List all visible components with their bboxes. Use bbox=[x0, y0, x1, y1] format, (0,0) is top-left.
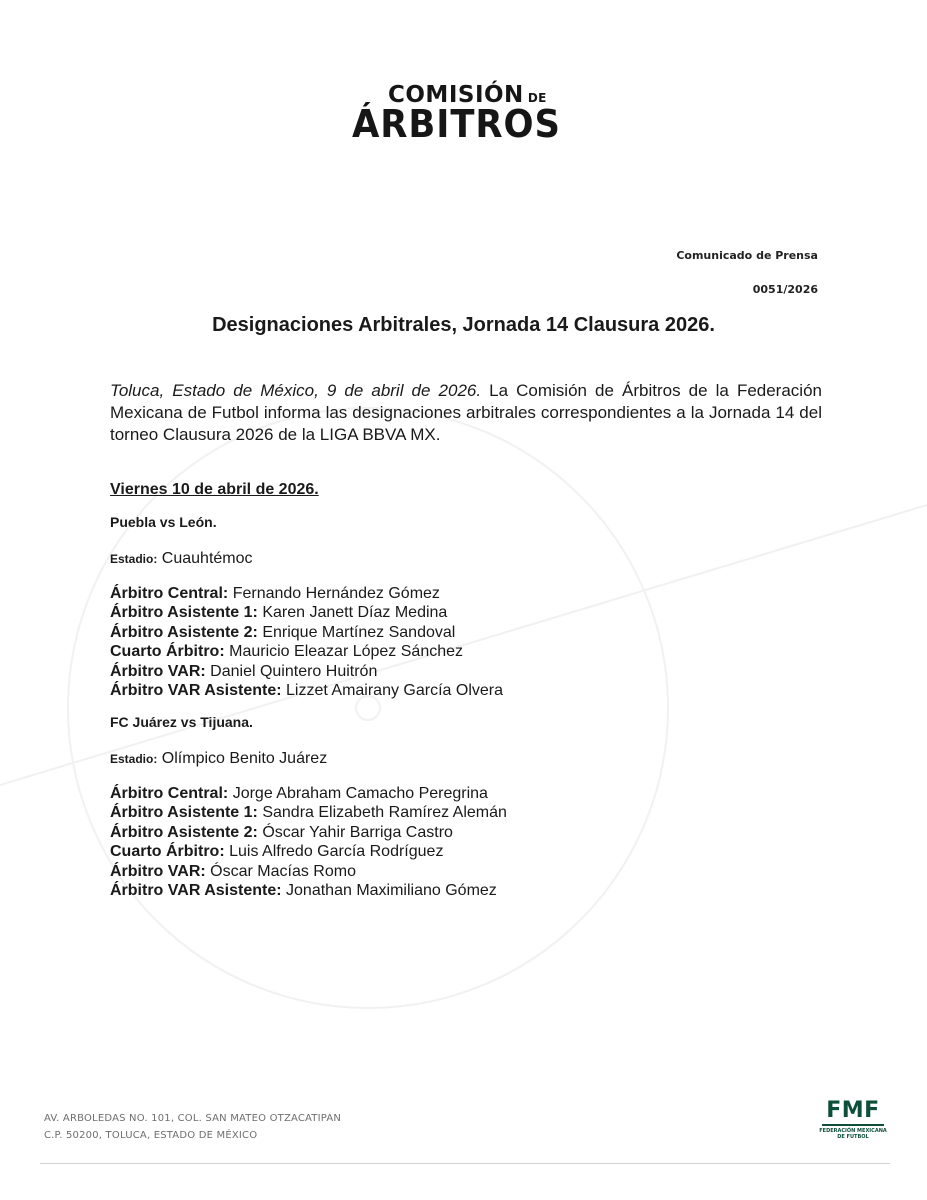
official-row: Árbitro Asistente 1: Karen Janett Díaz Medina bbox=[110, 604, 448, 622]
page-title: Designaciones Arbitrales, Jornada 14 Clausura 2026. bbox=[212, 314, 715, 336]
stadium-name: Cuauhtémoc bbox=[161, 550, 253, 567]
official-row: Árbitro VAR: Daniel Quintero Huitrón bbox=[110, 662, 378, 680]
match-block bbox=[110, 714, 810, 900]
fmf-logo: FMF FEDERACIÓN MEXICANA DE FUTBOL bbox=[819, 1098, 887, 1140]
stadium-line bbox=[110, 750, 810, 770]
footer-address bbox=[44, 1110, 341, 1144]
stadium-label: Estadio: bbox=[110, 752, 158, 766]
official-row: Árbitro Asistente 2: Óscar Yahir Barriga Castro bbox=[110, 823, 453, 841]
address-line-2: C.P. 50200, TOLUCA, ESTADO DE MÉXICO bbox=[44, 1130, 258, 1141]
official-row: Cuarto Árbitro: Mauricio Eleazar López Sánchez bbox=[110, 643, 464, 661]
intro-paragraph bbox=[110, 380, 822, 446]
place-date: Toluca, Estado de México, 9 de abril de 2026. bbox=[110, 381, 482, 400]
match-block bbox=[110, 514, 810, 700]
stadium-label: Estadio: bbox=[110, 552, 158, 566]
official-row: Árbitro Asistente 2: Enrique Martínez Sandoval bbox=[110, 623, 456, 641]
comision-arbitros-logo: COMISIÓN DE ÁRBITROS bbox=[352, 82, 561, 146]
match-title: FC Juárez vs Tijuana. bbox=[110, 714, 253, 730]
stadium-name: Olímpico Benito Juárez bbox=[161, 750, 328, 767]
stadium-line bbox=[110, 550, 810, 570]
address-line-1: AV. ARBOLEDAS NO. 101, COL. SAN MATEO OTZACATIPAN bbox=[44, 1113, 342, 1124]
official-row: Árbitro Central: Fernando Hernández Gómez bbox=[110, 585, 440, 602]
official-row: Árbitro VAR: Óscar Macías Romo bbox=[110, 862, 356, 880]
official-row: Cuarto Árbitro: Luis Alfredo García Rodríguez bbox=[110, 843, 444, 861]
official-row: Árbitro Central: Jorge Abraham Camacho Peregrina bbox=[110, 785, 488, 802]
day-heading: Viernes 10 de abril de 2026. bbox=[110, 481, 319, 498]
match-title: Puebla vs León. bbox=[110, 514, 217, 530]
official-row: Árbitro VAR Asistente: Lizzet Amairany García Olvera bbox=[110, 682, 503, 700]
official-row: Árbitro Asistente 1: Sandra Elizabeth Ramírez Alemán bbox=[110, 804, 507, 822]
officials-list bbox=[110, 584, 810, 700]
officials-list bbox=[110, 784, 810, 900]
footer-divider bbox=[40, 1163, 890, 1164]
press-release-number: 0051/2026 bbox=[752, 283, 818, 296]
press-release-label: Comunicado de Prensa bbox=[676, 249, 818, 262]
official-row: Árbitro VAR Asistente: Jonathan Maximiliano Gómez bbox=[110, 882, 497, 900]
intro-text: La Comisión de Árbitros de la Federación Mexicana de Futbol informa las designaciones arbitrales correspondientes a la Jornada 14 del torneo Clausura 2026 de la LIGA BBVA MX. bbox=[110, 381, 822, 444]
